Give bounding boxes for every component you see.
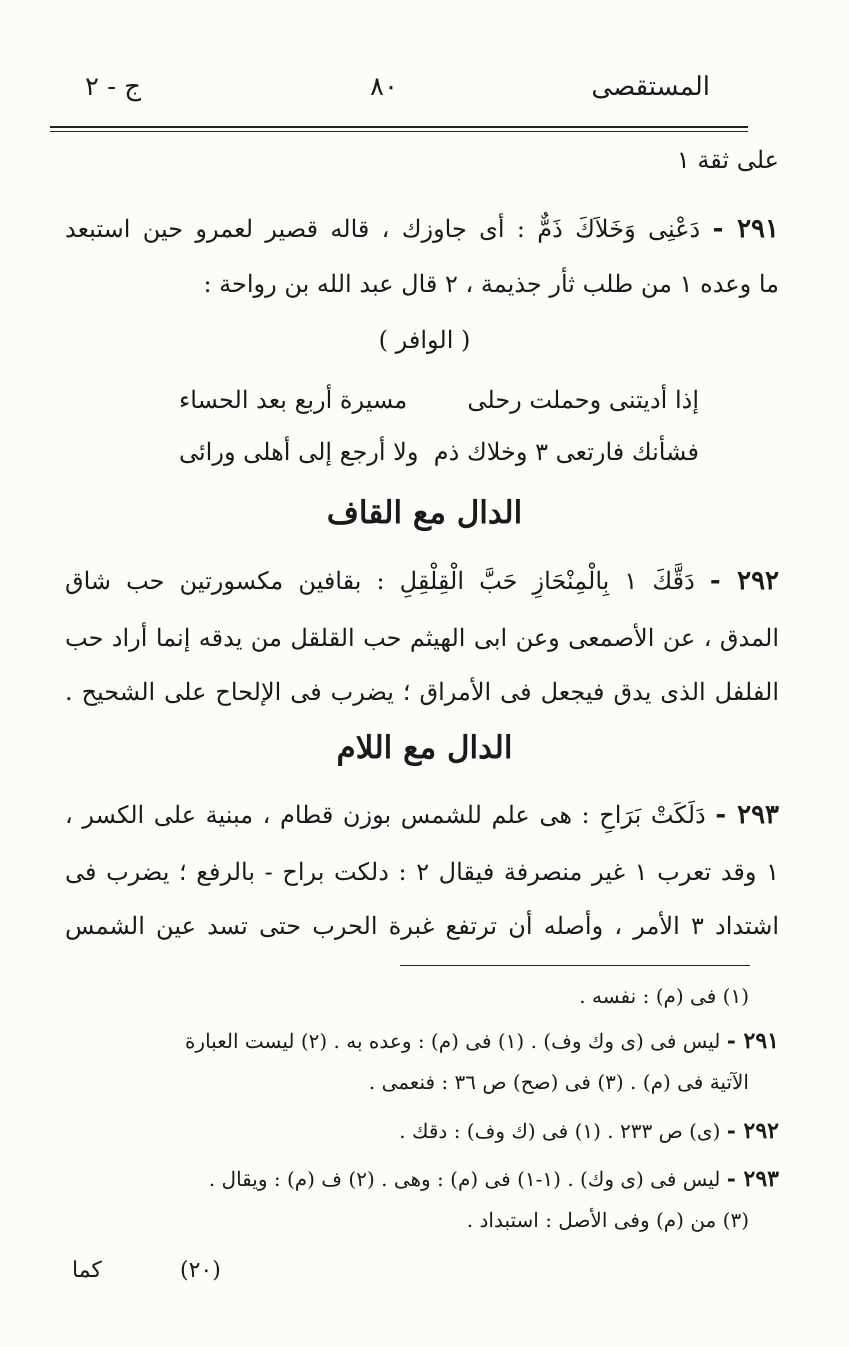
- entry-number: ٢٩٣ -: [715, 800, 780, 830]
- footnote-rule: [400, 965, 750, 966]
- footnote-text: ليس فى (ى وك) . (١-١) فى (م) : وهى . (٢) ف (م) : ويقال .: [208, 1167, 721, 1191]
- entry-text: دَقَّكَ ١ بِالْمِنْحَازِ حَبَّ الْقِلْقِلِ : بقافين مكسورتين حب شاق: [65, 567, 695, 595]
- body-line: اشتداد ٣ الأمر ، وأصله أن ترتفع غبرة الحرب حتى تسد عين الشمس: [65, 912, 779, 940]
- footnote: [185, 1028, 779, 1054]
- footnote-entry-number: ٢٩٢ -: [726, 1118, 779, 1144]
- verse-hemistich: ولا أرجع إلى أهلى ورائى: [179, 438, 419, 466]
- entry-text: دَلَكَتْ بَرَاحِ : هى علم للشمس بوزن قطام ، مبنية على الكسر ،: [65, 801, 706, 829]
- entry-293-line: [65, 800, 779, 830]
- header-rule-thin: [50, 131, 748, 132]
- book-title: المستقصى: [591, 72, 710, 102]
- footnote: (٣) من (م) وفى الأصل : استبداد .: [466, 1208, 749, 1232]
- footnote-entry-number: ٢٩١ -: [726, 1028, 779, 1054]
- footnote: [209, 1166, 779, 1192]
- body-line: ١ وقد تعرب ١ غير منصرفة فيقال ٢ : دلكت براح - بالرفع ؛ يضرب فى: [65, 858, 779, 886]
- footnote: (١) فى (م) : نفسه .: [579, 984, 749, 1008]
- section-heading: الدال مع اللام: [336, 730, 513, 766]
- entry-292-line: [65, 566, 779, 596]
- footnote-entry-number: ٢٩٣ -: [726, 1166, 779, 1192]
- footnote-text: ليس فى (ى وك وف) . (١) فى (م) : وعده به . (٢) ليست العبارة: [184, 1029, 721, 1053]
- verse-hemistich: فشأنك فارتعى ٣ وخلاك ذم: [433, 438, 699, 466]
- entry-number: ٢٩١ -: [712, 214, 779, 244]
- entry-291-line: [65, 214, 779, 244]
- footnote-text: (ى) ص ٢٣٣ . (١) فى (ك وف) : دقك .: [399, 1119, 721, 1143]
- verse-hemistich: إذا أديتنى وحملت رحلى: [467, 386, 699, 414]
- body-line: الفلفل الذى يدق فيجعل فى الأمراق ؛ يضرب فى الإلحاح على الشحيح .: [65, 678, 779, 706]
- entry-number: ٢٩٢ -: [709, 566, 780, 596]
- footnote: الآتية فى (م) . (٣) فى (صح) ص ٣٦ : فنعمى .: [368, 1070, 749, 1094]
- body-line: على ثقة ١: [676, 146, 779, 174]
- footnote: [399, 1118, 779, 1144]
- body-line: ما وعده ١ من طلب ثأر جذيمة ، ٢ قال عبد الله بن رواحة :: [203, 270, 779, 298]
- header-rule-thick: [50, 126, 748, 128]
- catchword: كما: [72, 1258, 102, 1283]
- entry-text: دَعْنِى وَخَلاَكَ ذَمٌّ : أى جاوزك ، قاله قصير لعمرو حين استبعد: [65, 215, 701, 243]
- verse-meter: ( الوافر ): [378, 326, 471, 354]
- page-header: [55, 72, 710, 112]
- body-line: المدق ، عن الأصمعى وعن ابى الهيثم حب القلقل من يدقه إنما أراد حب: [65, 624, 779, 652]
- signature-mark: (٢٠): [180, 1258, 221, 1283]
- page-number: ٨٠: [370, 72, 398, 102]
- volume-label: ج - ٢: [85, 72, 142, 102]
- section-heading: الدال مع القاف: [326, 495, 523, 531]
- verse-hemistich: مسيرة أربع بعد الحساء: [179, 386, 408, 414]
